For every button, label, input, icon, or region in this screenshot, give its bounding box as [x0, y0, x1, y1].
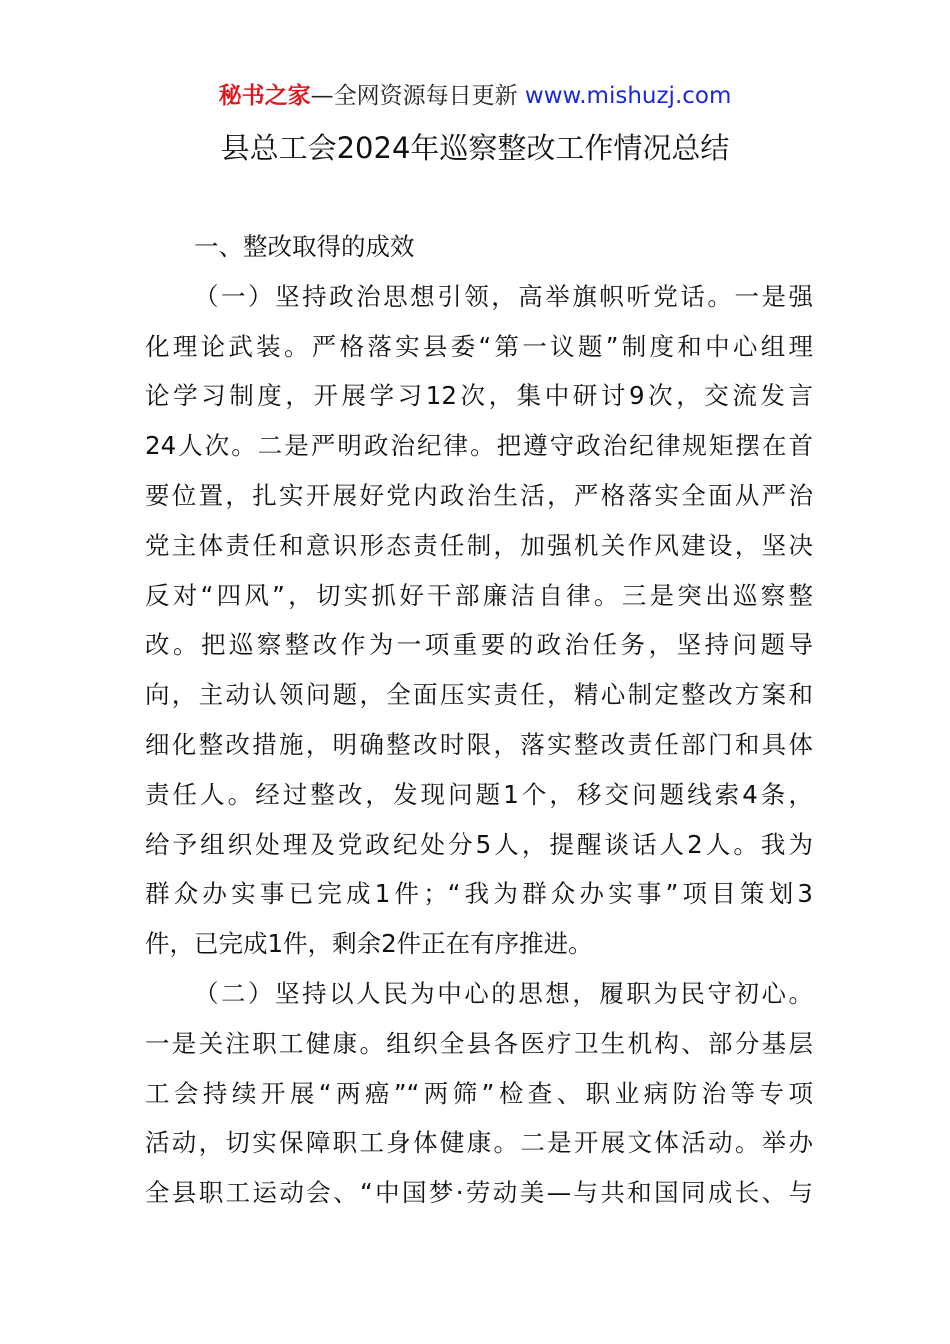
- paragraph-line: 给予组织处理及党政纪处分5人，提醒谈话人2人。我为: [145, 829, 813, 859]
- paragraph-line: （一）坚持政治思想引领，高举旗帜听党话。一是强: [194, 281, 813, 311]
- paragraph-2: [145, 969, 813, 1218]
- paragraph-line: 工会持续开展“两癌”“两筛”检查、职业病防治等专项: [145, 1078, 813, 1108]
- paragraph-line: 要位置，扎实开展好党内政治生活，严格落实全面从严治: [145, 480, 813, 510]
- paragraph-line: 一是关注职工健康。组织全县各医疗卫生机构、部分基层: [145, 1028, 813, 1058]
- document-body: [145, 222, 813, 1218]
- paragraph-line: 活动，切实保障职工身体健康。二是开展文体活动。举办: [145, 1128, 813, 1158]
- paragraph-line: 改。把巡察整改作为一项重要的政治任务，坚持问题导: [145, 630, 813, 660]
- brand-name: 秘书之家: [218, 83, 311, 109]
- section-heading: 一、整改取得的成效: [194, 232, 415, 261]
- paragraph-line: 责任人。经过整改，发现问题1个，移交问题线索4条，: [145, 779, 813, 809]
- paragraph-line: 全县职工运动会、“中国梦·劳动美—与共和国同成长、与: [145, 1178, 813, 1208]
- paragraph-line: 化理论武装。严格落实县委“第一议题”制度和中心组理: [145, 331, 813, 361]
- paragraph-line: 24人次。二是严明政治纪律。把遵守政治纪律规矩摆在首: [145, 431, 813, 461]
- paragraph-line: 群众办实事已完成1件；“我为群众办实事”项目策划3: [145, 879, 813, 909]
- paragraph-line: （二）坚持以人民为中心的思想，履职为民守初心。: [194, 978, 813, 1008]
- paragraph-line: 党主体责任和意识形态责任制，加强机关作风建设，坚决: [145, 530, 813, 560]
- paragraph-line: 件，已完成1件，剩余2件正在有序推进。: [145, 929, 593, 959]
- paragraph-line: 反对“四风”，切实抓好干部廉洁自律。三是突出巡察整: [145, 580, 813, 610]
- site-banner: [0, 80, 950, 112]
- paragraph-1: [145, 272, 813, 969]
- paragraph-line: 论学习制度，开展学习12次，集中研讨9次，交流发言: [145, 381, 813, 411]
- paragraph-line: 向，主动认领问题，全面压实责任，精心制定整改方案和: [145, 680, 813, 710]
- site-url-link[interactable]: www.mishuzj.com: [524, 83, 732, 109]
- document-title: 县总工会2024年巡察整改工作情况总结: [220, 131, 730, 165]
- banner-tagline: —全网资源每日更新: [310, 83, 525, 109]
- paragraph-line: 细化整改措施，明确整改时限，落实整改责任部门和具体: [145, 729, 813, 759]
